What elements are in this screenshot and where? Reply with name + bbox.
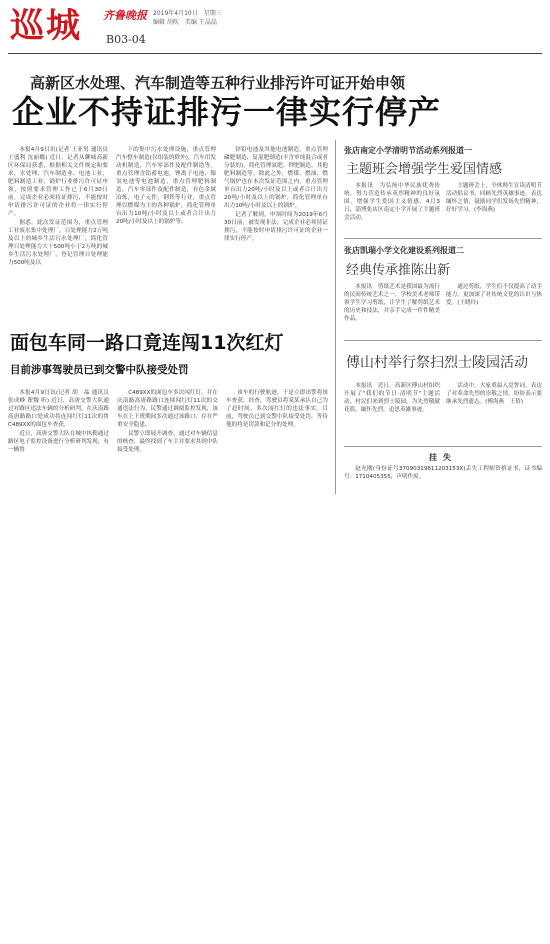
lead-column-2: 下的集中污水处理设施，重点管理汽车整车制造(仅组装的除外)，汽车用发动机制造，汽车零部件及配件制造等。重点管理含铅蓄电池，锂离子电池、镍氢电池等电池制造，重点管理肥料制造，汽车零部件及配件制造，有色金属冶炼，电子元件，钢铁等行业，重点管理以燃煤为主的各种锅炉，简化管理单台出力10吨/小时及以上或者合计出力20吨/小时及以上的锅炉等。 (116, 147, 216, 225)
issue-date: 2019年4月10日 星期三 (153, 10, 222, 17)
side2-column-2: 通过剪纸，学生们不仅提高了动手能力，更加深了对传统文化的认识与热爱。(王晓玲) (446, 284, 542, 306)
side3-column-2: 活动中，大家重温入党誓词，表达了对革命先烈的崇敬之情，纷纷表示要继承先烈遗志。(傅海燕 王倩) (446, 383, 542, 405)
side1-column-1: 本报讯 为弘扬中华民族优秀传统，努力营造传承英烈精神的良好氛围，增强学生爱国主义情感，4月3日，淄博张店区南定小学开展了主题班会活动。 (344, 183, 440, 221)
side3-column-1: 本报讯 近日，高新区傅山村组织开展了"我们的节日·清明节"主题活动，村民们来到烈士陵园，为先烈敬献花篮，缅怀先烈，追思英雄事迹。 (344, 383, 440, 413)
masthead-divider (8, 53, 542, 54)
newspaper-brand: 齐鲁晚报 (103, 9, 147, 22)
bus-col2-para2: 民警立即展开调查，通过对车辆信息的核查，最终找到了车主并要求其到中队接受处理。 (117, 431, 218, 453)
side3-headline: 傅山村举行祭扫烈士陵园活动 (346, 355, 528, 371)
side1-column-2: 主题班会上，全体师生宣读清明节活动倡议书，回顾先烈英雄事迹，表达缅怀之情，鼓励同学们发扬先烈精神，好好学习。(李海燕) (446, 183, 542, 213)
column-divider (335, 140, 336, 494)
side1-kicker: 张店南定小学清明节活动系列报道一 (344, 146, 472, 155)
bus-headline: 面包车同一路口竟连闯11次红灯 (10, 332, 284, 354)
notice-title: 挂失 (429, 453, 457, 462)
side2-column-1: 本报讯 剪纸艺术是我国最为流行的民间传统艺术之一。学校美术老师带领学生学习剪纸，让学生了解剪纸艺术的历史和技法，并亲手完成一件件精美作品。 (344, 284, 440, 322)
lead-col3-para: 锌铅电池及其他电池制造，重点管理磷肥制造、复混肥制造(不含单纯混合或者分装的)，简化管理氮肥、钾肥制造，其他肥料制造等。除此之外，燃煤、燃油、燃气锅炉也在本次发证范围之内，重点管理单台出力20吨/小时及以上或者合计出力20吨/小时及以上的锅炉，简化管理单台出力10吨/小时及以上的锅炉。 (224, 147, 328, 209)
bus-column-2 (117, 389, 218, 484)
lead-column-1 (8, 146, 108, 340)
bus-column-3: 该车的行驶轨迹，于是立即出警将该车查获。经查，驾驶员将某某承认自己为了赶时间，多次闯红灯的违法事实。目前，驾驶员已到交警中队接受处罚，等待他的将是罚款和记分的处理。 (226, 390, 328, 428)
lead-col1-para2: 据悉，此次发证范围为，重点管理工业废水集中处理厂，日处理能力2万吨及以上的城乡生活污水处理厂，简化管理日处理能力大于500吨小于2万吨的城乡生活污水处理厂，登记管理日处理能力500吨及以 (8, 220, 108, 266)
bus-subhead: 目前涉事驾驶员已到交警中队接受处罚 (10, 364, 189, 376)
bus-col2-para: C489XX的面包车多次闯红灯，并在庆南路高唐路路口连续闯红灯11次的交通违法行为。民警通过调阅监控发现，该车在上下班期间多次通过该路口，存在严重安全隐患。 (117, 390, 218, 428)
side-divider-1 (344, 238, 542, 239)
side-divider-2 (344, 340, 542, 341)
lead-kicker: 高新区水处理、汽车制造等五种行业排污许可证开始申领 (30, 74, 406, 92)
side2-kicker: 张店凯瑞小学文化建设系列报道二 (344, 246, 464, 255)
section-logo: 巡城 (10, 6, 82, 46)
bus-col1-para: 本报4月9日讯(记者 胡 晶 通讯员 张成峰 瞿魏 昕) 近日，高唐交警大队通过对路区违法车辆的分析研判，在庆南路高唐路路口处成功将连闯红灯11次的鲁C489XX的面包车查获。 (8, 390, 109, 428)
page-number: B03-04 (106, 33, 146, 46)
editors-credit: 编辑 胡吹 美编 王晶晶 (153, 19, 217, 26)
lead-col1-para: 本报4月9日讯(记者 王亚男 通讯员 王盛利 沈丽娜) 近日，记者从聊城高新区环保局获悉，根据相关文件规定和要求，水处理、汽车制造业、电池工业、肥料制造工业、锅炉行业排污许可证申领，按照要求管理工作已于6月30日前，完成企业必须持证排污，不能按时申请排污许可证的企业将一律实行停产。 (8, 147, 108, 217)
lead-col3-para2: 记者了解到，申领时间为2019年6月30日前，被发现非法，完成企业必须持证排污，不能按时申请排污许可证的企业一律实行停产。 (224, 212, 328, 242)
notice-text: 赵允刚(身份证号37090319811203153X)丢失工程师资格证书，证书编号：1710405355，声明作废。 (344, 466, 542, 480)
lead-column-3 (224, 146, 328, 340)
side1-headline: 主题班会增强学生爱国情感 (346, 162, 503, 177)
side-divider-3 (344, 446, 542, 447)
lead-headline: 企业不持证排污一律实行停产 (12, 93, 442, 131)
side2-headline: 经典传承推陈出新 (346, 263, 451, 278)
bus-column-1 (8, 389, 109, 484)
bus-col1-para2: 近日，高唐交警大队在城中执勤通过路区电子监控设备进行分析研判发现，有一辆鲁 (8, 431, 109, 453)
